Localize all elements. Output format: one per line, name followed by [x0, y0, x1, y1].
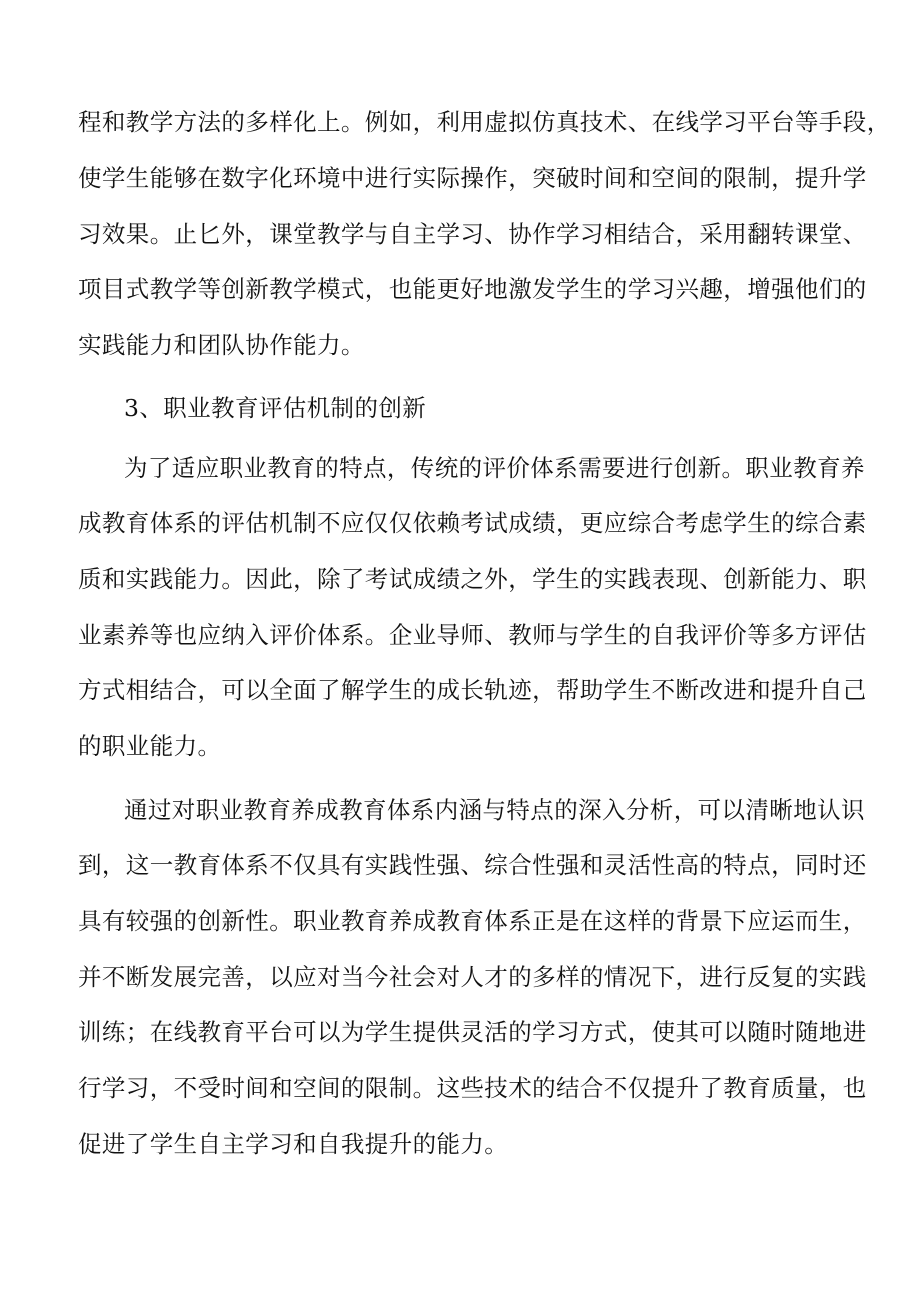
paragraph-3-line-5: 训练；在线教育平台可以为学生提供灵活的学习方式，使其可以随时随地进	[78, 1018, 867, 1046]
paragraph-1-line-4: 项目式教学等创新教学模式，也能更好地激发学生的学习兴趣，增强他们的	[78, 275, 867, 303]
paragraph-1-line-5: 实践能力和团队协作能力。	[78, 331, 365, 359]
paragraph-2-line-6: 的职业能力。	[78, 732, 222, 760]
paragraph-2-line-1: 为了适应职业教育的特点，传统的评价体系需要进行创新。职业教育养	[124, 454, 865, 482]
paragraph-3-line-6: 行学习，不受时间和空间的限制。这些技术的结合不仅提升了教育质量，也	[78, 1074, 867, 1102]
paragraph-2-line-5: 方式相结合，可以全面了解学生的成长轨迹，帮助学生不断改进和提升自己	[78, 676, 867, 704]
paragraph-3-line-1: 通过对职业教育养成教育体系内涵与特点的深入分析，可以清晰地认识	[124, 796, 865, 824]
section-heading: 3、职业教育评估机制的创新	[124, 394, 427, 422]
paragraph-3-line-2: 到，这一教育体系不仅具有实践性强、综合性强和灵活性高的特点，同时还	[78, 851, 867, 879]
paragraph-2-line-4: 业素养等也应纳入评价体系。企业导师、教师与学生的自我评价等多方评估	[78, 621, 867, 649]
paragraph-1-line-3: 习效果。止匕外，课堂教学与自主学习、协作学习相结合，采用翻转课堂、	[78, 220, 867, 248]
paragraph-3-line-4: 并不断发展完善，以应对当今社会对人才的多样的情况下，进行反复的实践	[78, 963, 867, 991]
paragraph-1-line-2: 使学生能够在数字化环境中进行实际操作，突破时间和空间的限制，提升学	[78, 164, 867, 192]
paragraph-2-line-3: 质和实践能力。因此，除了考试成绩之外，学生的实践表现、创新能力、职	[78, 565, 867, 593]
paragraph-2-line-2: 成教育体系的评估机制不应仅仅依赖考试成绩，更应综合考虑学生的综合素	[78, 509, 867, 537]
paragraph-3-line-3: 具有较强的创新性。职业教育养成教育体系正是在这样的背景下应运而生，	[78, 907, 867, 935]
paragraph-3-line-7: 促进了学生自主学习和自我提升的能力。	[78, 1130, 509, 1158]
paragraph-1-line-1: 程和教学方法的多样化上。例如，利用虚拟仿真技术、在线学习平台等手段，	[78, 108, 891, 136]
